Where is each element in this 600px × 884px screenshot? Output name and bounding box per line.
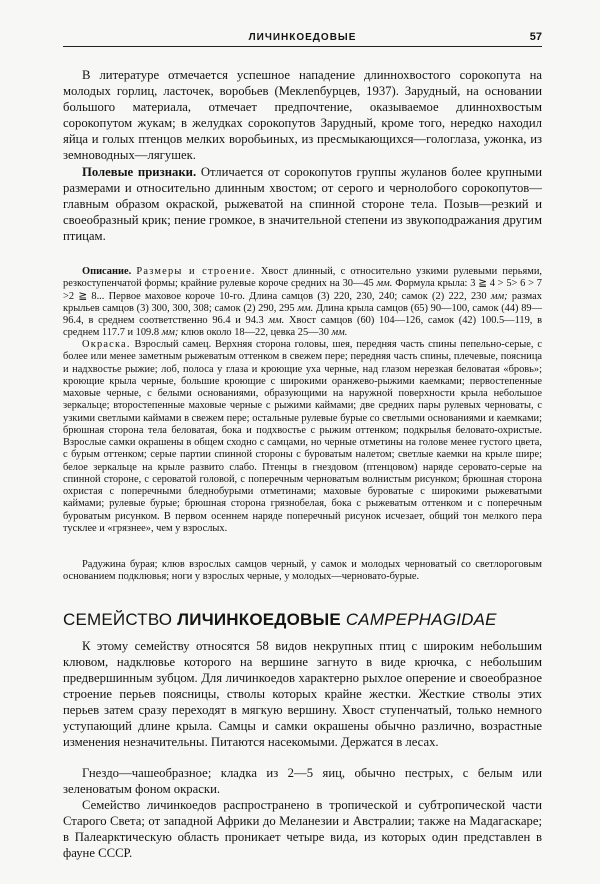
field-signs-text: Отличается от сорокопутов группы жуланов более крупными размерами и относительно длинным хвостом; от серого и чернолобого сорокопутов—главным образом окраской, рыжеватой на спинной стороне тела. Позыв—резкий и своеобразный крик; пение громкое, в значительной степени из звукоподражания другим птицам. [63,165,542,243]
family-heading [63,610,542,630]
description-paragraph [63,266,542,340]
size-structure-label: Размеры и строение. [136,266,256,277]
mm-unit-1: мм. [376,278,393,290]
description-text-5: Хвост самцов (60) 104—126, самок (42) 100.5—119, в среднем 117.7 и 109.8 [63,315,542,339]
page-number: 57 [529,31,542,43]
running-header [63,28,542,47]
description-text-1: Хвост длинный, с относительно узкими рулевыми перьями, резкоступенчатой формы; крайние рулевые короче средних на 30—45 [63,266,542,290]
mm-unit-4: мм. [268,315,285,326]
family-title-bold: ЛИЧИНКОЕДОВЫЕ [177,610,346,629]
coloration-label: Окраска. [82,339,131,350]
coloration-text: Взрослый самец. Верхняя сторона головы, шея, передняя часть спины пепельно-серые, с более или менее заметным рыжеватым оттенком в свежем пере; передняя часть спины, плечевые, поясница и надхвостье рыжие; лоб, полоса у глаза и кроющие уха черные, над глазом нерезкая беловатая «бровь»; кроющие крыла черные, большие кроющие с широкими оранжево-рыжими каемками; первостепенные маховые черные, с белыми основаниями, образующими на наружной поверхности крыла небольшое зеркальце; второстепенные маховые черные с рыжими каймами; две средних пары рулевых черноваты, с узкими светлыми каймами в свежем пере; остальные рулевые бурые со светлыми основаниями и каемками; брюшная сторона тела беловатая, бока и подхвостье с рыжим оттенком; подкрылья беловато-охристые. Взрослые самки окрашены в общем сходно с самцами, но черные отметины на голове менее густого цвета, с бурым оттенком; серые партии спинной стороны с буроватым налетом; светлые каемки на крыле шире; белое зеркальце на крыле развито слабо. Птенцы в гнездовом (птенцовом) наряде сероватo-серые на спинной стороне, с сероватой головой, с поперечным черноватым волнистым рисунком; брюшная сторона охристая с поперечными бледнобурыми отметинами; маховые буроватые с широкими рыжеватыми каймами; рулевые бурые; брюшная сторона грязнобелая, бока с рыжеватым оттенком и с поперечным буроватым рисунком. В первом осеннем наряде поперечный рисунок исчезает, общий тон мелкого пера тусклее и «грязнее», чем у взрослых. [63,339,542,534]
iris-paragraph: Радужина бурая; клюв взрослых самцов черный, у самок и молодых черноватый со светлороговым основанием подклювья; ноги у взрослых черные, у молодых—черновато-бурые. [63,559,542,583]
family-title-latin: CAMPEPHAGIDAE [345,610,497,629]
mm-unit-6: мм. [331,327,348,339]
field-signs-label: Полевые признаки. [82,165,197,179]
intro-paragraph: В литературе отмечается успешное нападение длиннохвостого сорокопута на молодых горлиц, ласточек, воробьев (Меклenбурцев, 1937). Зарудный, на основании большого материала, отмечает предпочтение, оказываемое длиннохвостым сорокопутом жукам; в желудках сорокопутов Зарудный, кроме того, нередко находил яйца и голых птенцов мелких воробьиных, из пресмыкающихся—гологлаза, ужонка, из земноводных—лягушек. [63,68,542,162]
description-text-6: клюв около 18—22, цевка 25—30 [178,327,332,339]
mm-unit-3: мм. [297,302,314,314]
description-text-4: Длина крыла самцов (65) 90—100, самок (44) 89—96.4, в среднем соответственно 96.4 и 94.3 [63,302,542,326]
family-title-plain: СЕМЕЙСТВО [63,610,178,629]
mm-unit-5: мм; [161,327,179,339]
coloration-paragraph [63,339,542,535]
family-paragraph-3: Семейство личинкоедов распространено в тропической и субтропической части Старого Света; от западной Африки до Меланезии и Австралии; также на Мадагаскаре; в Палеарктическую область проникает четыре вида, из которых один представлен в фауне СССР. [63,798,542,860]
running-title: ЛИЧИНКОЕДОВЫЕ [248,32,357,43]
description-label: Описание. [82,266,132,277]
description-text-2: Формула крыла: 3 ≧ 4 > 5> 6 > 7 >2 ≧ 8... Первое маховое короче 10-го. Длина самцов (3) 220, 230, 240; самок (2) 222, 230 [63,278,542,302]
family-paragraph-2: Гнездо—чашеобразное; кладка из 2—5 яиц, обычно пестрых, с белым или зеленоватым фоном окраски. [63,766,542,796]
family-paragraph-1: К этому семейству относятся 58 видов некрупных птиц с широким небольшим клювом, надклювье которого на вершине загнуто в виде крючка, с небольшим предвершинным зубцом. Для личинкоедов характерно рыхлое оперение и своеобразное строение перьев поясницы, стволы которых крайне жестки. Жесткие стволы этих перьев затем сразу переходят в мягкую вершину. Хвост ступенчатый, только немного уступающий длине крыла. Самцы и самки окрашены обычно различно, возрастные изменения незначительны. Питаются насекомыми. Держатся в лесах. [63,639,542,749]
description-text-3: размах крыльев самцов (3) 300, 300, 308; самок (2) 290, 295 [63,290,542,314]
mm-unit-2: мм; [490,290,508,302]
field-signs-paragraph [63,164,542,244]
